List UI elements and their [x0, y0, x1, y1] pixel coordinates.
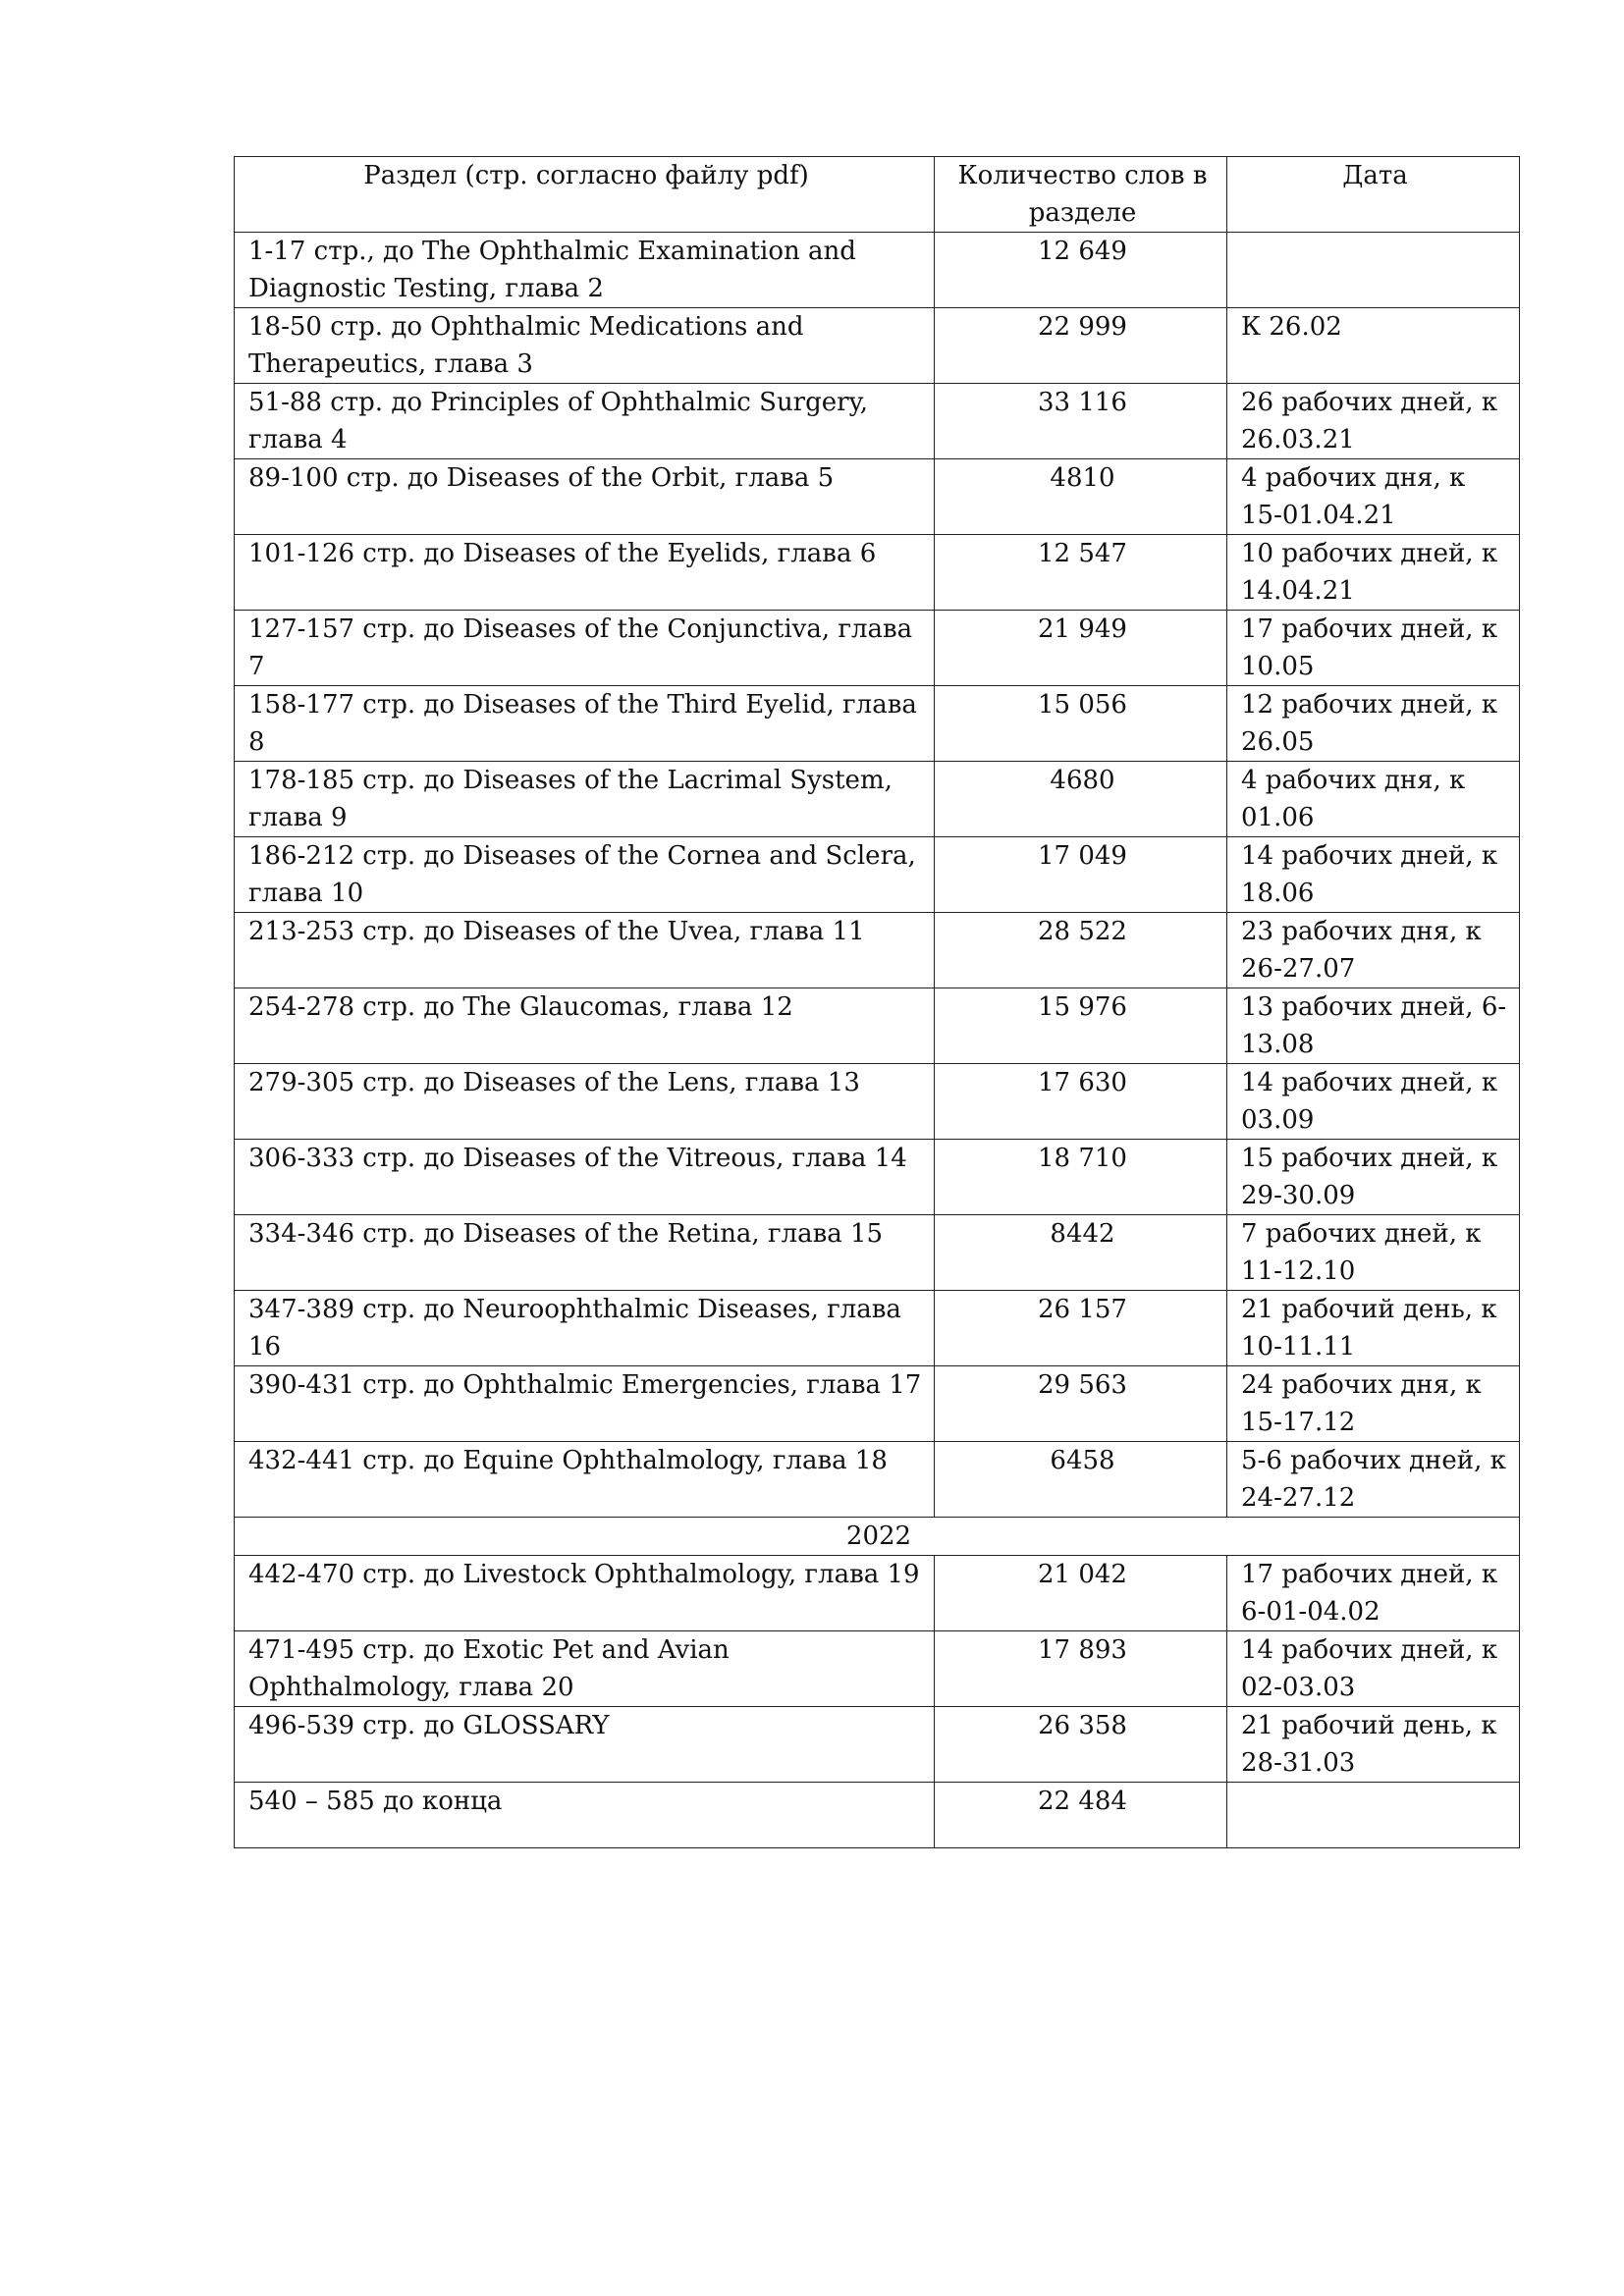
table-row	[235, 1556, 1520, 1631]
table-row	[235, 384, 1520, 459]
word-count-cell: 17 893	[935, 1631, 1227, 1707]
word-count-cell: 33 116	[935, 384, 1227, 459]
date-cell: 14 рабочих дней, к 02-03.03	[1227, 1631, 1520, 1707]
header-section: Раздел (стр. согласно файлу pdf)	[235, 157, 935, 233]
word-count-cell: 22 484	[935, 1783, 1227, 1848]
section-cell: 306-333 стр. до Diseases of the Vitreous, глава 14	[235, 1140, 935, 1215]
date-cell	[1227, 1783, 1520, 1848]
section-cell: 540 – 585 до конца	[235, 1783, 935, 1848]
word-count-cell: 22 999	[935, 308, 1227, 384]
section-cell: 178-185 стр. до Diseases of the Lacrimal System, глава 9	[235, 762, 935, 837]
table-row	[235, 535, 1520, 611]
section-cell: 18-50 стр. до Ophthalmic Medications and Therapeutics, глава 3	[235, 308, 935, 384]
table-row	[235, 913, 1520, 988]
header-date: Дата	[1227, 157, 1520, 233]
table-row	[235, 988, 1520, 1064]
date-cell: 10 рабочих дней, к 14.04.21	[1227, 535, 1520, 611]
section-cell: 213-253 стр. до Diseases of the Uvea, глава 11	[235, 913, 935, 988]
date-cell: 21 рабочий день, к 10-11.11	[1227, 1291, 1520, 1366]
date-cell: 7 рабочих дней, к 11-12.10	[1227, 1215, 1520, 1291]
table-row	[235, 233, 1520, 308]
date-cell: 13 рабочих дней, 6-13.08	[1227, 988, 1520, 1064]
table-row	[235, 611, 1520, 686]
word-count-cell: 12 649	[935, 233, 1227, 308]
table-row	[235, 1140, 1520, 1215]
date-cell: 17 рабочих дней, к 6-01-04.02	[1227, 1556, 1520, 1631]
word-count-cell: 21 949	[935, 611, 1227, 686]
section-cell: 471-495 стр. до Exotic Pet and Avian Ophthalmology, глава 20	[235, 1631, 935, 1707]
section-cell: 390-431 стр. до Ophthalmic Emergencies, глава 17	[235, 1366, 935, 1442]
table-body-2021	[235, 233, 1520, 1518]
section-cell: 279-305 стр. до Diseases of the Lens, глава 13	[235, 1064, 935, 1140]
word-count-cell: 26 358	[935, 1707, 1227, 1783]
table-row	[235, 837, 1520, 913]
header-word-count: Количество слов в разделе	[935, 157, 1227, 233]
date-cell: 26 рабочих дней, к 26.03.21	[1227, 384, 1520, 459]
word-count-cell: 12 547	[935, 535, 1227, 611]
table-row	[235, 762, 1520, 837]
table-row	[235, 686, 1520, 762]
date-cell: 14 рабочих дней, к 03.09	[1227, 1064, 1520, 1140]
table-row	[235, 459, 1520, 535]
table-row	[235, 1291, 1520, 1366]
table-row	[235, 1783, 1520, 1848]
table-row	[235, 1442, 1520, 1518]
date-cell: 4 рабочих дня, к 15-01.04.21	[1227, 459, 1520, 535]
date-cell: 21 рабочий день, к 28-31.03	[1227, 1707, 1520, 1783]
word-count-cell: 29 563	[935, 1366, 1227, 1442]
section-cell: 432-441 стр. до Equine Ophthalmology, глава 18	[235, 1442, 935, 1518]
table-row	[235, 1366, 1520, 1442]
section-cell: 1-17 стр., до The Ophthalmic Examination and Diagnostic Testing, глава 2	[235, 233, 935, 308]
table-row	[235, 308, 1520, 384]
section-cell: 186-212 стр. до Diseases of the Cornea and Sclera, глава 10	[235, 837, 935, 913]
section-cell: 254-278 стр. до The Glaucomas, глава 12	[235, 988, 935, 1064]
word-count-cell: 26 157	[935, 1291, 1227, 1366]
table-row	[235, 1064, 1520, 1140]
section-cell: 334-346 стр. до Diseases of the Retina, глава 15	[235, 1215, 935, 1291]
date-cell: 4 рабочих дня, к 01.06	[1227, 762, 1520, 837]
word-count-cell: 8442	[935, 1215, 1227, 1291]
table-row	[235, 1215, 1520, 1291]
word-count-cell: 21 042	[935, 1556, 1227, 1631]
section-cell: 496-539 стр. до GLOSSARY	[235, 1707, 935, 1783]
year-label: 2022	[235, 1518, 1520, 1556]
section-cell: 51-88 стр. до Principles of Ophthalmic Surgery, глава 4	[235, 384, 935, 459]
word-count-cell: 15 056	[935, 686, 1227, 762]
table-body-2022	[235, 1556, 1520, 1848]
section-cell: 101-126 стр. до Diseases of the Eyelids, глава 6	[235, 535, 935, 611]
table-header-row	[235, 157, 1520, 233]
date-cell: К 26.02	[1227, 308, 1520, 384]
date-cell	[1227, 233, 1520, 308]
word-count-cell: 4680	[935, 762, 1227, 837]
table-row	[235, 1631, 1520, 1707]
date-cell: 23 рабочих дня, к 26-27.07	[1227, 913, 1520, 988]
date-cell: 14 рабочих дней, к 18.06	[1227, 837, 1520, 913]
word-count-cell: 4810	[935, 459, 1227, 535]
date-cell: 12 рабочих дней, к 26.05	[1227, 686, 1520, 762]
word-count-cell: 28 522	[935, 913, 1227, 988]
year-separator-row	[235, 1518, 1520, 1556]
table-row	[235, 1707, 1520, 1783]
word-count-cell: 17 049	[935, 837, 1227, 913]
date-cell: 5-6 рабочих дней, к 24-27.12	[1227, 1442, 1520, 1518]
section-cell: 347-389 стр. до Neuroophthalmic Diseases, глава 16	[235, 1291, 935, 1366]
section-cell: 158-177 стр. до Diseases of the Third Eyelid, глава 8	[235, 686, 935, 762]
date-cell: 17 рабочих дней, к 10.05	[1227, 611, 1520, 686]
date-cell: 24 рабочих дня, к 15-17.12	[1227, 1366, 1520, 1442]
word-count-cell: 6458	[935, 1442, 1227, 1518]
section-cell: 442-470 стр. до Livestock Ophthalmology, глава 19	[235, 1556, 935, 1631]
word-count-cell: 18 710	[935, 1140, 1227, 1215]
table-body-year	[235, 1518, 1520, 1556]
section-cell: 89-100 стр. до Diseases of the Orbit, глава 5	[235, 459, 935, 535]
translation-schedule-table	[234, 156, 1520, 1848]
section-cell: 127-157 стр. до Diseases of the Conjunctiva, глава 7	[235, 611, 935, 686]
word-count-cell: 17 630	[935, 1064, 1227, 1140]
date-cell: 15 рабочих дней, к 29-30.09	[1227, 1140, 1520, 1215]
word-count-cell: 15 976	[935, 988, 1227, 1064]
